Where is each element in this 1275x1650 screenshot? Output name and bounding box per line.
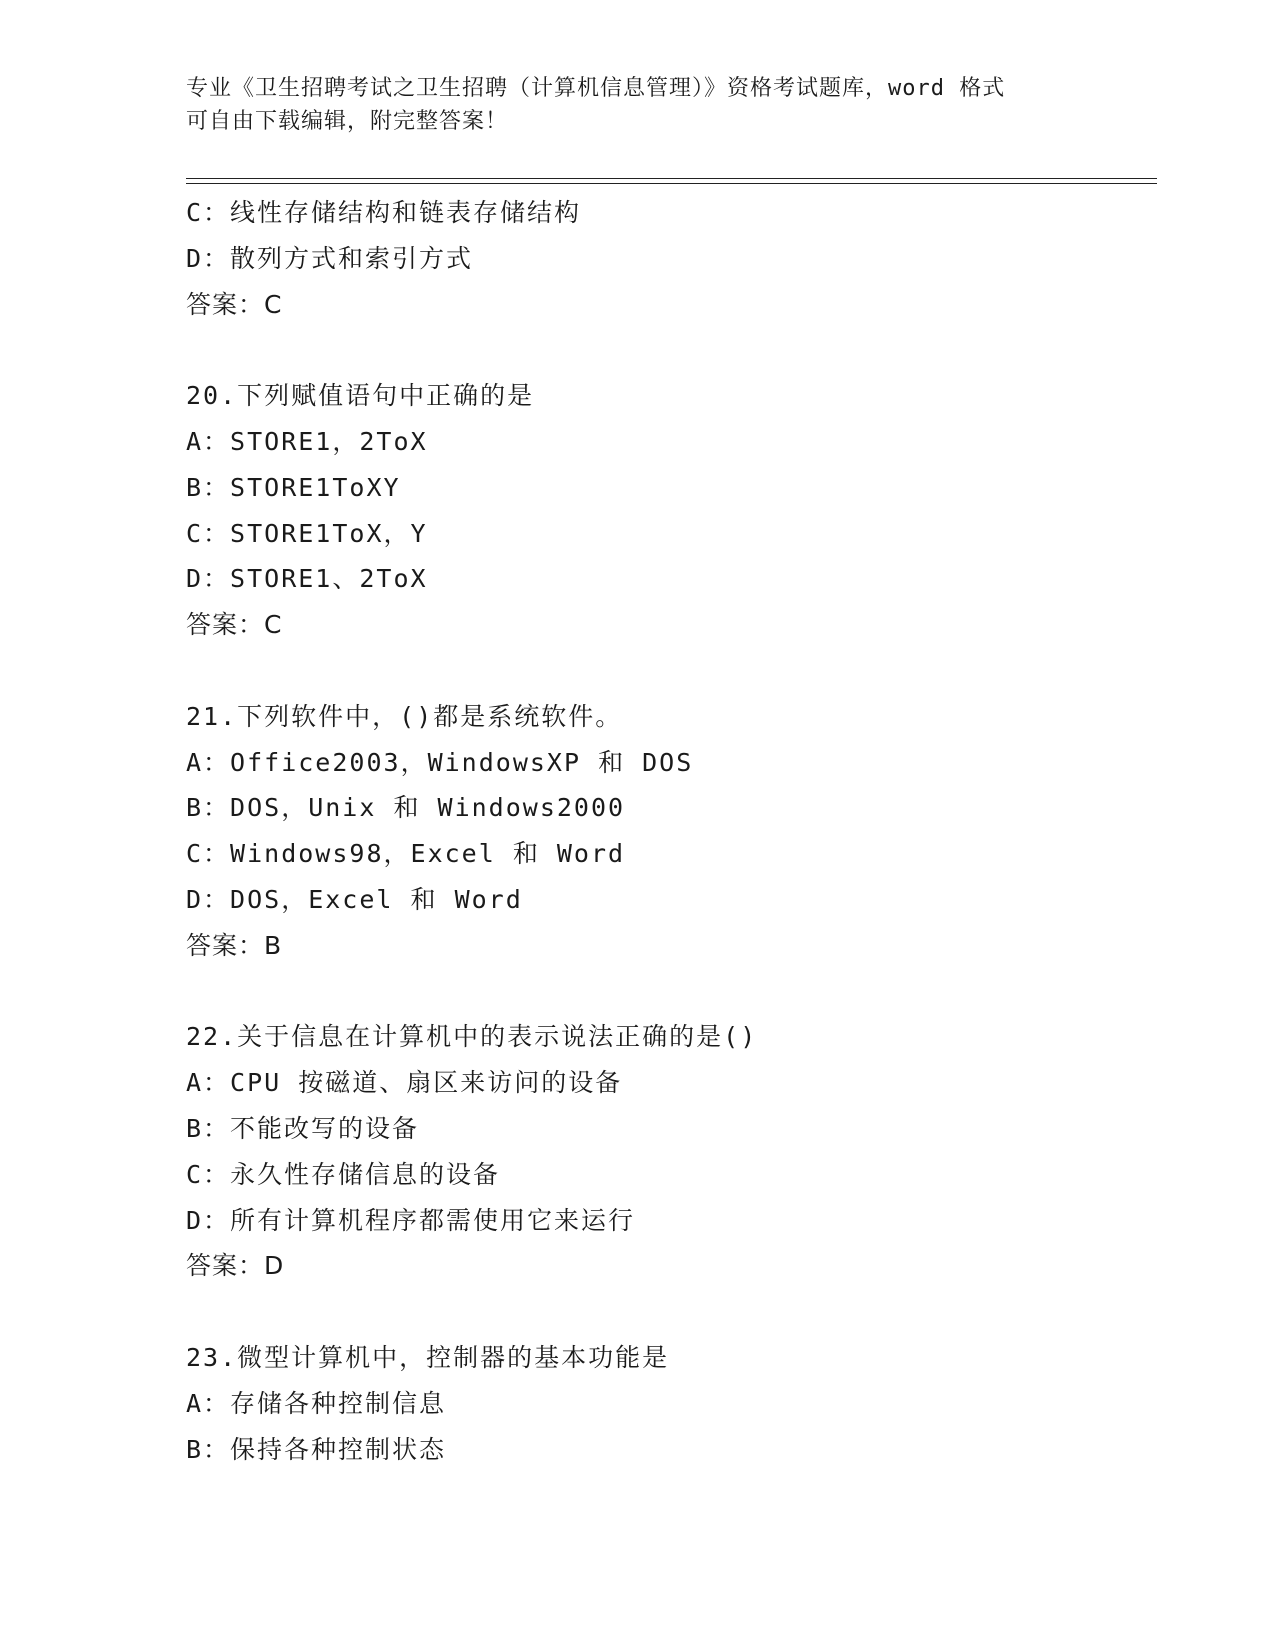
option-a: A：STORE1，2ToX: [186, 426, 428, 456]
option-d: D：散列方式和索引方式: [186, 243, 474, 273]
question-22: [186, 1014, 1157, 1289]
option-b: B：DOS，Unix 和 Windows2000: [186, 793, 626, 823]
option-a: A：CPU 按磁道、扇区来访问的设备: [186, 1068, 623, 1098]
header-title-line-2: 可自由下载编辑，附完整答案！: [186, 109, 509, 134]
question-stem: 23.微型计算机中，控制器的基本功能是: [186, 1342, 670, 1372]
option-c: C：Windows98，Excel 和 Word: [186, 839, 626, 869]
spacer: [186, 1289, 1157, 1335]
answer-label: 答案：C: [186, 610, 283, 640]
option-b: B：STORE1ToXY: [186, 472, 401, 502]
question-stem: 22.关于信息在计算机中的表示说法正确的是(): [186, 1022, 758, 1052]
question-stem: 21.下列软件中，()都是系统软件。: [186, 701, 623, 731]
answer-label: 答案：C: [186, 289, 283, 319]
header-title-line-1: 专业《卫生招聘考试之卫生招聘（计算机信息管理）》资格考试题库，word 格式: [186, 76, 1006, 101]
option-d: D：DOS，Excel 和 Word: [186, 884, 523, 914]
answer-label: 答案：B: [186, 930, 283, 960]
option-c: C：STORE1ToX，Y: [186, 518, 428, 548]
question-20: [186, 373, 1157, 648]
question-stem: 20.下列赋值语句中正确的是: [186, 381, 535, 411]
header-divider-top: [186, 178, 1157, 179]
option-a: A：Office2003，WindowsXP 和 DOS: [186, 747, 694, 777]
spacer: [186, 969, 1157, 1015]
spacer: [186, 648, 1157, 694]
option-b: B：不能改写的设备: [186, 1113, 420, 1143]
answer-label: 答案：D: [186, 1251, 285, 1281]
question-21: [186, 694, 1157, 969]
option-d: D：所有计算机程序都需使用它来运行: [186, 1205, 636, 1235]
spacer: [186, 327, 1157, 373]
option-d: D：STORE1、2ToX: [186, 564, 428, 594]
option-c: C：永久性存储信息的设备: [186, 1159, 501, 1189]
question-23: [186, 1335, 1157, 1472]
question-list: [186, 190, 1157, 1472]
question-continued: [186, 190, 1157, 327]
option-b: B：保持各种控制状态: [186, 1434, 447, 1464]
option-a: A：存储各种控制信息: [186, 1388, 447, 1418]
header-divider-bottom: [186, 183, 1157, 184]
option-c: C：线性存储结构和链表存储结构: [186, 198, 582, 227]
document-header: [186, 72, 1086, 138]
